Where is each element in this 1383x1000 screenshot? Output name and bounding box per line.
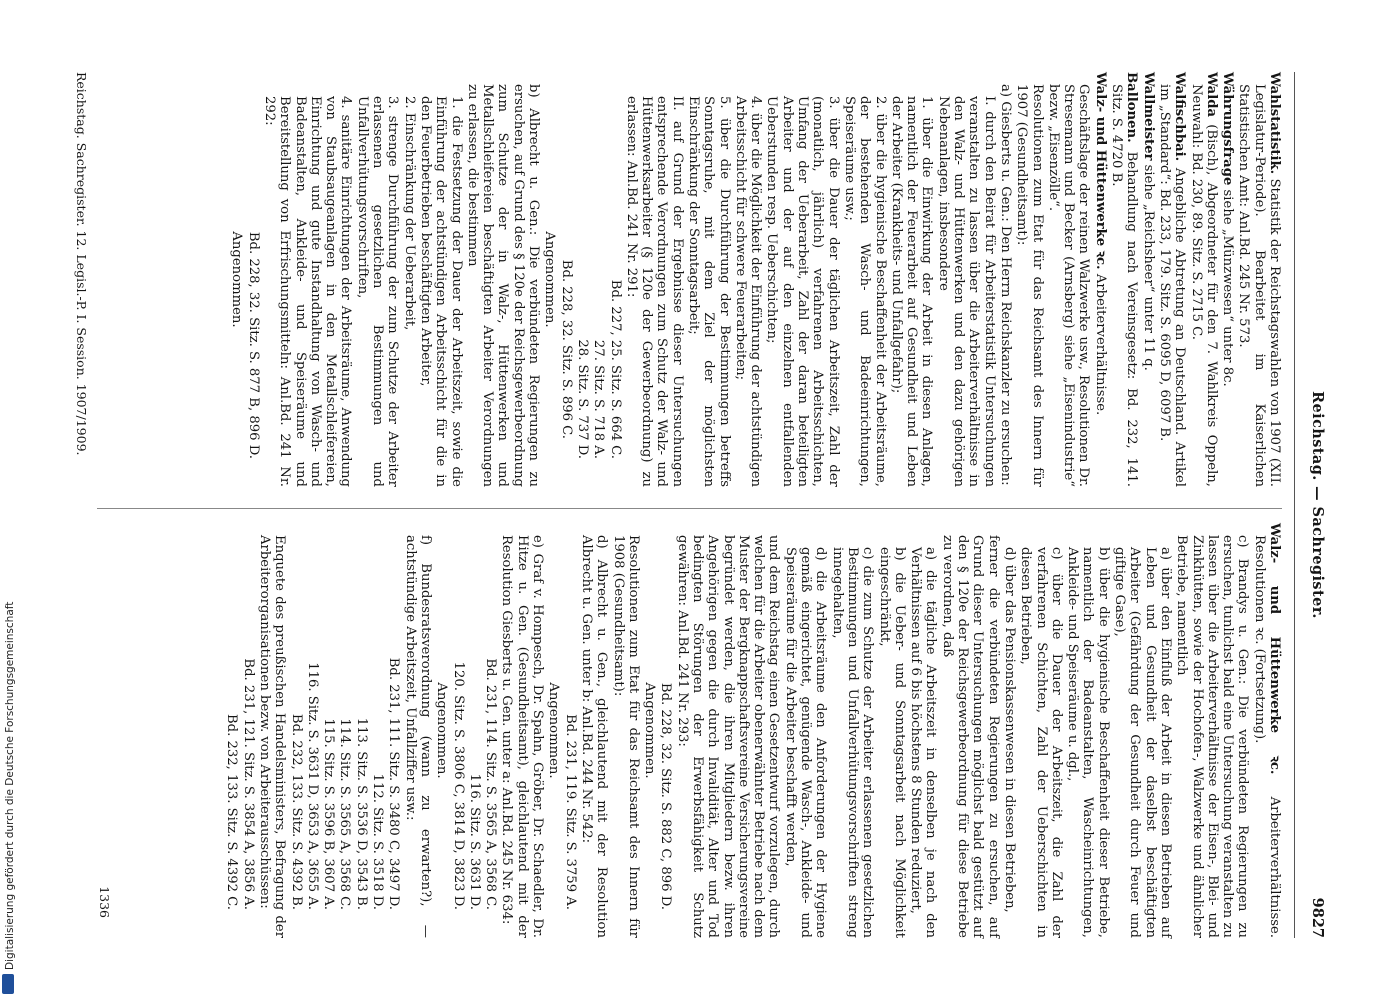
entry-text: 116. Sitz. S. 3631 D, 3653 A, 3655 A. bbox=[304, 662, 320, 910]
entry-text: 113. Sitz. S. 3536 D, 3543 B. bbox=[353, 717, 369, 910]
entry-text: e) Graf v. Hompesch, Dr. Spahn, Gröber, Dr. Schaedler, Dr. Hitze u. Gen. (Gesundheitsamt), gleichlautend mit der Resolution Giesberts u. Gen. unter a: Anl.Bd. 245 Nr. 634: bbox=[499, 535, 546, 938]
entry-line bbox=[418, 72, 464, 487]
entry-text: siehe „Reichsheer“ unter 11 q. bbox=[1140, 160, 1156, 371]
page-reference bbox=[353, 523, 368, 938]
entry-text: Angenommen. bbox=[542, 231, 558, 328]
entry-line bbox=[998, 72, 1013, 487]
page-reference bbox=[321, 523, 336, 938]
entry-line bbox=[434, 523, 449, 938]
entry-text: c) über die Dauer der Arbeitszeit, die Zahl der verfahrenen Schichten, Zahl der Ueberschichten in diesen Betrieben, bbox=[1018, 547, 1064, 938]
entry-text: Arbeiterverhältnisse. bbox=[1092, 269, 1108, 416]
entry-text: 1. die Festsetzung der Dauer der Arbeitszeit, sowie die Einführung der achtstündigen Arbeitsschicht für die in den Feuerbetrieben beschäftigten Arbeiter, bbox=[417, 96, 464, 487]
entry-keyword: Walz- und Hüttenwerke ꝛc. bbox=[1267, 523, 1282, 775]
entry-line bbox=[876, 523, 907, 938]
entry-line bbox=[465, 72, 541, 487]
entry-text: c) die zum Schutze der Arbeiter erlassenen gesetzlichen Bestimmungen und Unfallverhütungsvorschriften streng innegehalten, bbox=[829, 547, 876, 938]
entry-line bbox=[889, 72, 935, 487]
entry-line bbox=[1002, 523, 1017, 938]
entry-text: 115. Sitz. S. 3596 B, 3607 A. bbox=[321, 718, 337, 910]
page-reference bbox=[245, 72, 260, 487]
entry-text: 3. über die Dauer der täglichen Arbeitszeit, Zahl der (monatlich, jährlich) verfahrenen Arbeitsschichten, Umfang der Ueberarbeit, Zahl der daran beteiligten Arbeiter und der auf den einzelnen entfallenden Ueberstunden resp. Ueberschichten; bbox=[764, 96, 841, 487]
entry-line bbox=[686, 72, 732, 487]
entry-text: a) die tägliche Arbeitszeit in denselben je nach den Verhältnissen auf 6 bis höchstens 8 Stunden reduziert, bbox=[908, 547, 939, 938]
index-entry bbox=[1188, 72, 1219, 487]
entry-line bbox=[579, 523, 610, 938]
left-column bbox=[97, 72, 1282, 487]
index-entry bbox=[1220, 72, 1235, 487]
page-reference bbox=[558, 72, 573, 487]
entry-text: II. auf Grund der Ergebnisse dieser Untersuchungen entsprechende Verordnungen zum Schutz der Walz- und Hüttenwerksarbeiter (§ 120e der Gewerbeordnung) zu erlassen: Anl.Bd. 241 Nr. 291: bbox=[623, 96, 685, 487]
footer-page-number: 1336 bbox=[97, 886, 113, 918]
page-reference bbox=[240, 523, 255, 938]
entry-text: Bd. 231, 121. Sitz. S. 3854 A, 3856 A. bbox=[240, 658, 256, 910]
page-reference bbox=[288, 523, 303, 938]
entry-line bbox=[939, 523, 1000, 938]
entry-text: Angebliche Abtretung an Deutschland. Artikel im „Standard“: Bd. 233, 179. Sitz. S. 6095 D, 6097 B. bbox=[1156, 84, 1188, 487]
page-header bbox=[1294, 72, 1325, 938]
entry-line bbox=[935, 72, 996, 487]
entry-text: 120. Sitz. S. 3806 C, 3814 D, 3823 D. bbox=[450, 661, 466, 910]
page-reference bbox=[658, 523, 673, 938]
entry-line bbox=[1112, 523, 1173, 938]
entry-keyword: Ballonen. bbox=[1124, 72, 1140, 143]
entry-line bbox=[1046, 72, 1092, 487]
entry-text: 2. Einschränkung der Ueberarbeit, bbox=[401, 96, 417, 331]
entry-text: a) Giesberts u. Gen.: Den Herrn Reichskanzler zu ersuchen: bbox=[997, 84, 1013, 486]
index-entry bbox=[1092, 72, 1107, 487]
entry-line bbox=[262, 72, 354, 487]
entry-text: Bd. 232, 133. Sitz. S. 4392 B. bbox=[288, 713, 304, 910]
entry-text: Angenommen. bbox=[546, 682, 562, 779]
entry-text: 5. über die Durchführung der Bestimmungen betreffs Sonntagsruhe, mit dem Ziel der möglichsten Einschränkung der Sonntagsarbeit; bbox=[686, 96, 732, 487]
entry-line bbox=[842, 72, 888, 487]
page-reference bbox=[483, 523, 498, 938]
entry-text: f) Bundesratsverordnung (wann zu erwarten?), — achtstündige Arbeitszeit, Unfallziffer usw.: bbox=[402, 535, 433, 938]
entry-text: 112. Sitz. S. 3518 D. bbox=[370, 773, 386, 910]
page-reference bbox=[305, 523, 320, 938]
entry-text: Angenommen. bbox=[642, 682, 658, 779]
entry-text: 116. Sitz. S. 3631 D. bbox=[466, 773, 482, 910]
footer-note: Reichstag. Sachregister. 12. Legisl.-P. I. Session. 1907/1909. bbox=[74, 72, 89, 456]
entry-line bbox=[401, 72, 416, 487]
entry-text: ferner die verbündeten Regierungen zu ersuchen, auf Grund dieser Untersuchungen möglichst bald gestützt auf den § 120e der Reichsgewerbeordnung für diese Betriebe zu verordnen, daß bbox=[939, 535, 1001, 938]
entry-text: Bd. 231, 114. Sitz. S. 3565 A, 3568 C. bbox=[483, 658, 499, 910]
entry-keyword: Währungsfrage bbox=[1220, 72, 1236, 186]
entry-line bbox=[1174, 523, 1250, 938]
page-reference bbox=[224, 523, 239, 938]
entry-line bbox=[1018, 523, 1064, 938]
entry-text: Bd. 228, 32. Sitz. S. 882 C, 896 D. bbox=[658, 682, 674, 910]
entry-text: b) über die hygienische Beschaffenheit dieser Betriebe, namentlich der Badeanstalten, Wascheinrichtungen, Ankleide- und Speiseräume u. dgl., bbox=[1065, 547, 1111, 938]
entry-text: Angenommen. bbox=[434, 682, 450, 779]
entry-text: d) Albrecht u. Gen., gleichlautend mit der Resolution Albrecht u. Gen. unter b: Anl.Bd. 244 Nr. 542: bbox=[578, 535, 610, 938]
entry-text: Enquete des preußischen Handelsministers, Befragung der Arbeiterorganisationen bezw. von Arbeiterausschüssen: bbox=[257, 535, 288, 938]
entry-text: (Bisch), Abgeordneter für den 7. Wahlkreis Oppeln, Neuwahl: Bd. 230, 89. Sitz. S. 2715 C. bbox=[1188, 84, 1219, 487]
entry-line bbox=[257, 523, 288, 938]
entry-line bbox=[783, 523, 829, 938]
entry-text: 1. über die Einwirkung der Arbeit in diesen Anlagen, namentlich der Feuerarbeit auf Gesundheit und Leben der Arbeiter (Krankheits- und Unfallgefahr); bbox=[888, 96, 935, 487]
entry-text: b) die Ueber- und Sonntagsarbeit nach Möglichkeit eingeschränkt, bbox=[876, 547, 907, 938]
entry-text: Resolutionen zum Etat für das Reichsamt des Innern für 1908 (Gesundheitsamt): bbox=[610, 535, 641, 938]
index-entry bbox=[1140, 72, 1155, 487]
page-reference bbox=[591, 72, 606, 487]
entry-line bbox=[829, 523, 875, 938]
entry-text: Bd. 231, 119. Sitz. S. 3759 A. bbox=[562, 714, 578, 910]
entry-text: Arbeiterverhältnisse. Resolutionen ꝛc. (Fortsetzung). bbox=[1251, 535, 1282, 938]
entry-line bbox=[642, 523, 657, 938]
entry-keyword: Walfischbai. bbox=[1172, 72, 1188, 162]
entry-text: I. durch den Beirat für Arbeiterstatistik Untersuchungen veranstalten zu lassen über die Arbeiterverhältnisse in den Walz- und Hüttenwerken und den dazu gehörigen Nebenanlagen, insbesondere bbox=[935, 96, 997, 487]
entry-text: 28. Sitz. S. 737 D. bbox=[574, 339, 590, 459]
entry-line bbox=[908, 523, 939, 938]
entry-text: Behandlung nach Vereinsgesetz: Bd. 232, 141. Sitz. S. 4720 B. bbox=[1109, 84, 1140, 487]
entry-line bbox=[764, 72, 840, 487]
entry-text: 4. sanitäre Einrichtungen der Arbeitsräume, Anwendung von Staubsaugeanlagen in den Metallschleifereien, Einrichtung und gute Instandhaltung von Wasch- und Badeanstalten, Ankleide- und Speiseräume und Bereitstellung von Erfrischungsmitteln: Anl.Bd. 241 Nr. 292: bbox=[262, 96, 354, 487]
index-columns bbox=[97, 72, 1282, 938]
entry-keyword: Wallmeister bbox=[1140, 72, 1156, 161]
entry-text: 3. strenge Durchführung der zum Schutze der Arbeiter erlassenen gesetzlichen Bestimmungen und Unfallverhütungsvorschriften, bbox=[354, 96, 401, 487]
entry-text: Bd. 228, 32. Sitz. S. 896 C. bbox=[558, 259, 574, 439]
page-reference bbox=[467, 523, 482, 938]
entry-line bbox=[546, 523, 561, 938]
entry-text: a) über den Einfluß der Arbeit in diesen Betrieben auf Leben und Gesundheit der daselbst beschäftigten Arbeiter (Gefährdung der Gesundheit durch Feuer und giftige Gase), bbox=[1112, 547, 1173, 938]
digitization-credit: Digitalisierung gefördert durch die Deutsche Forschungsgemeinschaft bbox=[4, 601, 16, 970]
entry-line bbox=[624, 72, 685, 487]
entry-text: d) die Arbeitsräume den Anforderungen der Hygiene gemäß eingerichtet, genügende Wasch-, Ankleide- und Speiseräume für die Arbeiter beschafft werden, bbox=[782, 547, 829, 938]
entry-line bbox=[733, 72, 764, 487]
page-reference bbox=[575, 72, 590, 487]
entry-text: b) Albrecht u. Gen.: Die verbündeten Regierungen zu ersuchen, auf Grund des § 120e der Reichsgewerbeordnung zum Schutze der in Walz-, Hüttenwerken und Metallschleifereien beschäftigten Arbeiter Verordnungen zu erlassen, die bestimmen bbox=[464, 84, 542, 487]
entry-text: Bd. 227, 25. Sitz. S. 664 C. bbox=[607, 279, 623, 459]
entry-keyword: Wahlstatistik. bbox=[1267, 72, 1282, 175]
page-reference bbox=[607, 72, 622, 487]
index-entry bbox=[1236, 72, 1282, 487]
entry-line bbox=[1065, 523, 1111, 938]
entry-text: Angenommen. bbox=[229, 231, 245, 328]
entry-line bbox=[674, 523, 781, 938]
entry-text: c) Brandys u. Gen.: Die verbündeten Regierungen zu ersuchen, tunlichst bald eine Untersuchung veranstalten zu lassen über die Arbeiterverhältnisse der Eisen-, Blei- und Zinkhütten, sowie der Hochofen-, Walzwerke und ähnlicher Betriebe, namentlich bbox=[1174, 535, 1251, 938]
entry-keyword: Walda bbox=[1203, 72, 1219, 117]
page-reference bbox=[370, 523, 385, 938]
entry-keyword: Walz- und Hüttenwerke ꝛc. bbox=[1092, 72, 1108, 270]
entry-text: Bd. 228, 32. Sitz. S. 877 B, 896 D. bbox=[245, 231, 261, 459]
entry-text: Geschäftslage der reinen Walzwerke usw., Resolutionen Dr. Stresemann und Becker (Arnsberg) siehe „Eisenindustrie“ bezw. „Eisenzölle“. bbox=[1045, 84, 1092, 487]
entry-line bbox=[610, 523, 641, 938]
entry-line bbox=[402, 523, 433, 938]
entry-text: Statistik der Reichstagswahlen von 1907 (XII. Legislatur-Periode). Bearbeitet im Kaiserlichen Statistischen Amt: Anl.Bd. 245 Nr. 573. bbox=[1236, 84, 1282, 487]
entry-line bbox=[542, 72, 557, 487]
entry-line bbox=[1014, 72, 1045, 487]
page-reference bbox=[337, 523, 352, 938]
entry-text: Bd. 232, 133. Sitz. S. 4392 C. bbox=[224, 713, 240, 910]
page-reference bbox=[450, 523, 465, 938]
index-entry bbox=[1157, 72, 1188, 487]
page-reference bbox=[562, 523, 577, 938]
entry-text: und dem Reichstag einen Gesetzentwurf vorzulegen, durch welchen für die Arbeiter obenerwähnter Betriebe nach dem Muster der Bergknappschaftsvereine Versicherungsvereine begründet werden, die ihren Mitgliedern bezw. ihren Angehörigen gegen die durch Invalidität, Alter und Tod bedingten Störungen der Erwerbsfähigkeit Schutz gewähren: Anl.Bd. 241 Nr. 293: bbox=[674, 535, 782, 938]
entry-line bbox=[354, 72, 400, 487]
dfg-logo bbox=[2, 974, 14, 994]
page-number: 9827 bbox=[1309, 897, 1326, 938]
entry-line bbox=[499, 523, 545, 938]
entry-text: Resolutionen zum Etat für das Reichsamt des Innern für 1907 (Gesundheitsamt): bbox=[1014, 84, 1045, 487]
index-entry bbox=[1251, 523, 1282, 938]
entry-text: siehe „Münzwesen“ unter 8c. bbox=[1220, 185, 1236, 387]
entry-text: 114. Sitz. S. 3565 A, 3568 C. bbox=[337, 718, 353, 910]
entry-text: 27. Sitz. S. 718 A. bbox=[591, 339, 607, 459]
index-entry bbox=[1109, 72, 1140, 487]
page-reference bbox=[386, 523, 401, 938]
entry-text: d) über das Pensionskassenwesen in diesen Betrieben, bbox=[1001, 547, 1017, 913]
entry-line bbox=[229, 72, 244, 487]
right-column bbox=[97, 508, 1282, 938]
page-title: Reichstag. — Sachregister. bbox=[1309, 391, 1326, 619]
entry-text: 4. über die Möglichkeit der Einführung der achtstündigen Arbeitsschicht für schwere Feuerarbeiten; bbox=[732, 96, 764, 487]
entry-text: Bd. 231, 111. Sitz. S. 3480 C, 3497 D. bbox=[386, 657, 402, 910]
entry-text: 2. über die hygienische Beschaffenheit der Arbeitsräume, der bestehenden Wasch- und Badeeinrichtungen, Speiseräume usw.; bbox=[841, 96, 888, 487]
